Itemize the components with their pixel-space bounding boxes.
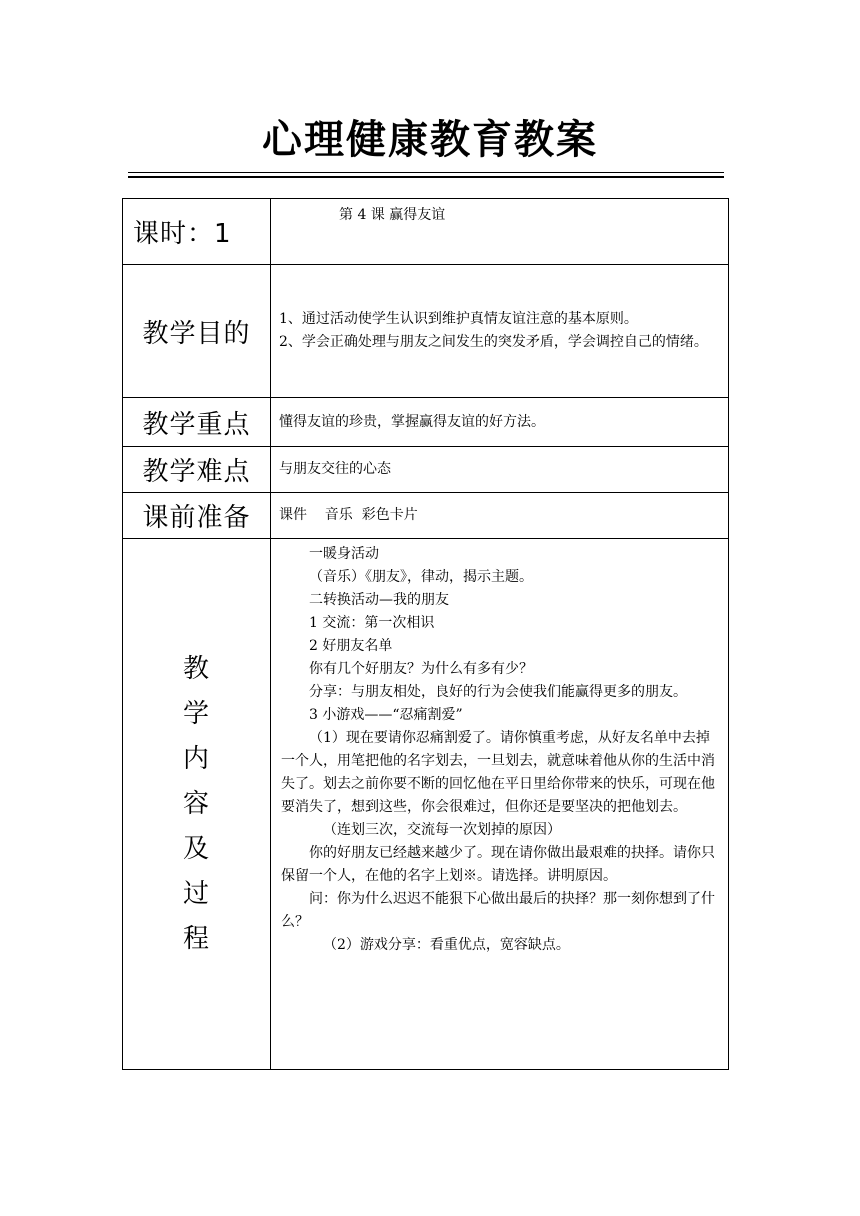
- process-paragraph: 3 小游戏——“忍痛割爱”: [309, 707, 463, 723]
- process-label-char: 内: [182, 743, 210, 774]
- process-paragraph: 你的好朋友已经越来越少了。现在请你做出最艰难的抉择。请你只保留一个人，在他的名字上划※。请选择。讲明原因。: [281, 845, 715, 884]
- title-rule-thin: [128, 172, 724, 173]
- title-rule-thick: [128, 176, 724, 178]
- process-paragraph: 2 好朋友名单: [309, 638, 393, 654]
- key-points-row: [123, 398, 729, 447]
- lesson-title: 第 4 课 赢得友谊: [339, 206, 446, 223]
- objective-item: 1、通过活动使学生认识到维护真情友谊注意的基本原则。: [279, 311, 638, 327]
- preparation-value: 课件 音乐 彩色卡片: [271, 493, 729, 539]
- process-paragraph: （连划三次，交流每一次划掉的原因）: [323, 822, 561, 838]
- process-label-vertical: [123, 647, 270, 962]
- preparation-label: 课前准备: [123, 493, 271, 539]
- process-label-char: 教: [182, 653, 210, 684]
- process-label-char: 学: [182, 698, 210, 729]
- key-points-label: 教学重点: [123, 398, 271, 447]
- preparation-row: [123, 493, 729, 539]
- lesson-plan-table: [122, 198, 729, 1070]
- period-label: 课时：1: [123, 199, 271, 265]
- process-label-char: 程: [182, 923, 210, 954]
- document-title: 心理健康教育教案: [262, 117, 598, 163]
- process-label: [123, 539, 271, 1070]
- process-row: [123, 539, 729, 1070]
- difficulties-value: 与朋友交往的心态: [271, 447, 729, 493]
- process-paragraph: （2）游戏分享：看重优点，宽容缺点。: [323, 937, 570, 953]
- period-row: [123, 199, 729, 265]
- objectives-row: [123, 265, 729, 398]
- difficulties-row: [123, 447, 729, 493]
- process-paragraph: 二转换活动—我的朋友: [309, 592, 449, 608]
- difficulties-label: 教学难点: [123, 447, 271, 493]
- process-paragraph: 问：你为什么迟迟不能狠下心做出最后的抉择？那一刻你想到了什么？: [281, 891, 715, 930]
- objective-item: 2、学会正确处理与朋友之间发生的突发矛盾，学会调控自己的情绪。: [279, 334, 708, 350]
- process-content: [271, 539, 728, 957]
- process-label-char: 及: [182, 833, 210, 864]
- process-paragraph: 你有几个好朋友？为什么有多有少？: [309, 661, 533, 677]
- process-paragraph: （1）现在要请你忍痛割爱了。请你慎重考虑，从好友名单中去掉一个人，用笔把他的名字划去，一旦划去，就意味着他从你的生活中消失了。划去之前你要不断的回忆他在平日里给你带来的快乐，可现在他要消失了，想到这些，你会很难过，但你还是要坚决的把他划去。: [281, 730, 715, 815]
- key-points-value: 懂得友谊的珍贵，掌握赢得友谊的好方法。: [271, 398, 729, 447]
- process-label-char: 过: [182, 878, 210, 909]
- objectives-label: 教学目的: [123, 265, 271, 398]
- process-paragraph: 分享：与朋友相处，良好的行为会使我们能赢得更多的朋友。: [309, 684, 687, 700]
- objectives-value: [271, 265, 729, 398]
- process-label-char: 容: [182, 788, 210, 819]
- process-paragraph: （音乐）《朋友》，律动，揭示主题。: [309, 569, 533, 585]
- process-paragraph: 1 交流：第一次相识: [309, 615, 435, 631]
- process-paragraph: 一暖身活动: [309, 546, 379, 562]
- process-content-cell: [271, 539, 729, 1070]
- period-value-cell: [271, 199, 729, 265]
